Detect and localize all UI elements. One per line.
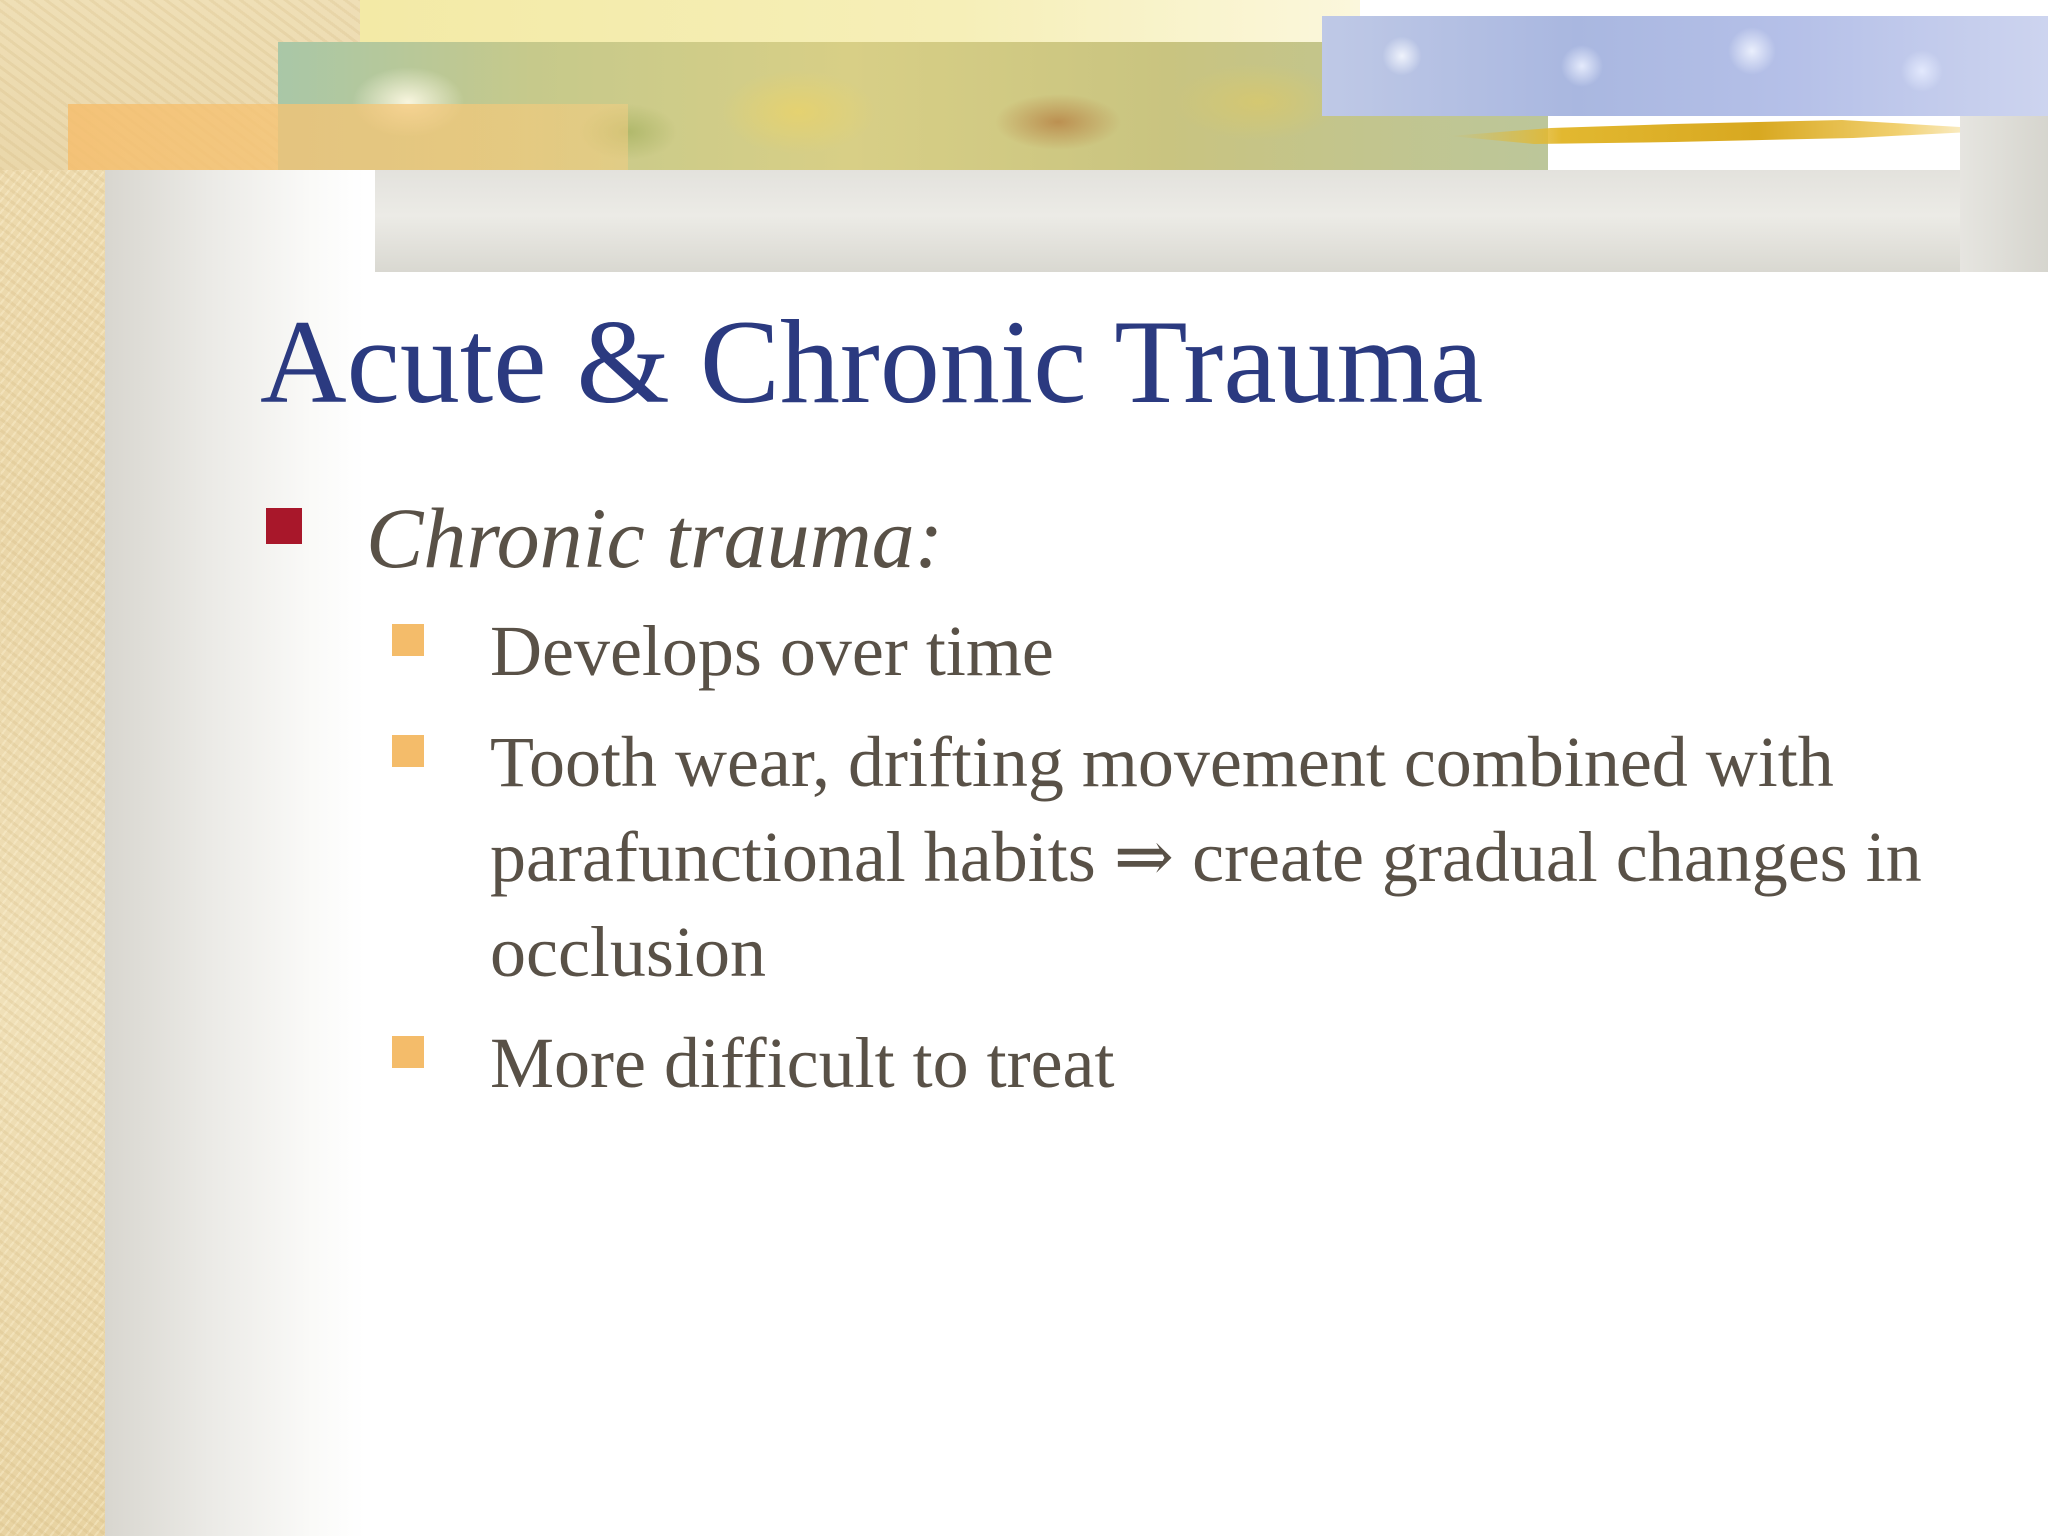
parchment-strip bbox=[0, 0, 105, 1536]
bullet-list bbox=[262, 488, 1982, 1127]
header-frame bbox=[375, 170, 2048, 272]
sub-bullet-text: Develops over time bbox=[490, 611, 1054, 691]
square-bullet-icon bbox=[392, 735, 424, 767]
hydrangea-banner bbox=[1322, 16, 2048, 116]
bullet-text: Chronic trauma: bbox=[366, 490, 944, 586]
orange-strip bbox=[68, 104, 628, 170]
square-bullet-icon bbox=[392, 624, 424, 656]
square-bullet-icon bbox=[266, 508, 302, 544]
square-bullet-icon bbox=[392, 1036, 424, 1068]
top-yellow-bar bbox=[360, 0, 1360, 45]
slide-title: Acute & Chronic Trauma bbox=[260, 295, 1484, 428]
sub-bullet-list bbox=[262, 604, 1982, 1111]
sub-bullet-text: Tooth wear, drifting movement combined with parafunctional habits ⇒ create gradual changes in occlusion bbox=[490, 722, 1922, 992]
sub-bullet-text: More difficult to treat bbox=[490, 1023, 1115, 1103]
sub-bullet-item bbox=[392, 715, 1982, 1000]
header-frame-right bbox=[1960, 116, 2048, 272]
sub-bullet-item bbox=[392, 604, 1982, 699]
sub-bullet-item bbox=[392, 1016, 1982, 1111]
bullet-chronic-trauma bbox=[262, 488, 1982, 588]
